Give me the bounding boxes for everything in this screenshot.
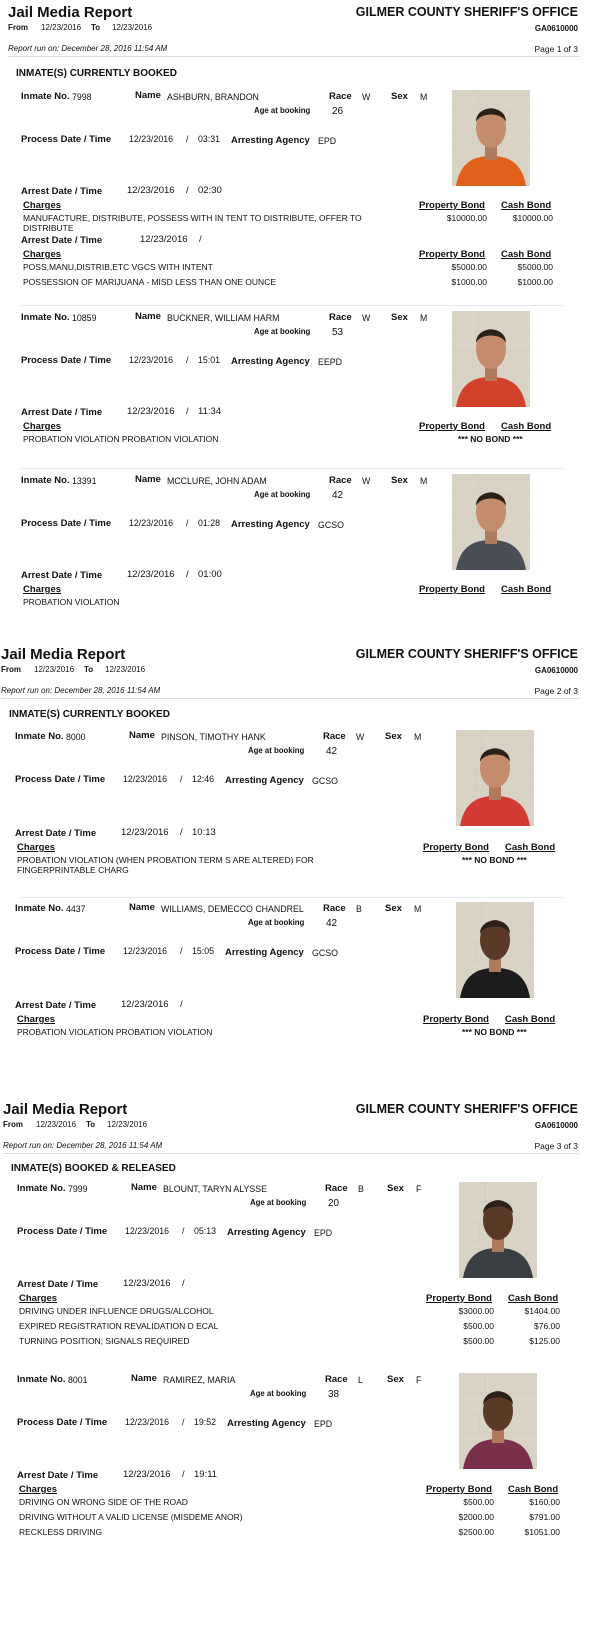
arrest-date-label: Arrest Date / Time	[21, 407, 103, 418]
arrest-date-label: Arrest Date / Time	[17, 1470, 99, 1481]
property-bond-amount: $500.00	[463, 1336, 494, 1346]
arrest-slash: /	[186, 406, 189, 417]
age-label: Age at booking	[250, 1389, 307, 1398]
name-label: Name	[135, 474, 161, 485]
inmate-name: MCCLURE, JOHN ADAM	[167, 476, 267, 486]
inmate-race: B	[358, 1184, 364, 1194]
report-title: Jail Media Report	[3, 1101, 128, 1118]
arrest-date-label: Arrest Date / Time	[15, 828, 97, 839]
office-name: GILMER COUNTY SHERIFF'S OFFICE	[355, 647, 578, 661]
from-date: 12/23/2016	[34, 665, 75, 674]
arrest-slash: /	[180, 827, 183, 838]
arresting-agency-label: Arresting Agency	[227, 1418, 306, 1429]
arrest-date: 12/23/2016	[140, 234, 188, 245]
arrest-date: 12/23/2016	[121, 827, 169, 838]
inmate-sex: M	[420, 313, 428, 323]
to-label: To	[91, 23, 101, 32]
cash-bond-header: Cash Bond	[505, 842, 556, 853]
age-label: Age at booking	[254, 106, 311, 115]
section-heading: INMATE(S) CURRENTLY BOOKED	[16, 68, 177, 79]
property-bond-header: Property Bond	[419, 200, 485, 211]
cash-bond-header: Cash Bond	[508, 1484, 559, 1495]
inmate-name: WILLIAMS, DEMECCO CHANDREL	[161, 904, 304, 914]
from-date: 12/23/2016	[36, 1120, 77, 1129]
to-date: 12/23/2016	[107, 1120, 148, 1129]
process-date: 12/23/2016	[129, 134, 174, 144]
property-bond-amount: $5000.00	[451, 262, 487, 272]
charge-description: PROBATION VIOLATION (WHEN PROBATION TERM S ARE ALTERED) FOR FINGERPRINTABLE CHARG	[17, 855, 314, 875]
inmate-number: 13391	[72, 476, 97, 486]
process-date-label: Process Date / Time	[21, 518, 112, 529]
sex-label: Sex	[387, 1183, 404, 1194]
no-bond-notice: *** NO BOND ***	[458, 434, 523, 444]
process-slash: /	[182, 1417, 185, 1427]
inmate-number-label: Inmate No.	[21, 91, 70, 102]
sex-label: Sex	[391, 91, 408, 102]
name-label: Name	[129, 902, 155, 913]
charges-header: Charges	[23, 200, 62, 211]
inmate-number-label: Inmate No.	[21, 312, 70, 323]
sex-label: Sex	[385, 731, 402, 742]
charges-header: Charges	[23, 421, 62, 432]
inmate-number-label: Inmate No.	[15, 903, 64, 914]
process-time: 12:46	[192, 774, 215, 784]
race-label: Race	[329, 91, 352, 102]
inmate-race: W	[362, 313, 371, 323]
arresting-agency: GCSO	[318, 520, 344, 530]
process-time: 05:13	[194, 1226, 217, 1236]
process-date: 12/23/2016	[123, 946, 168, 956]
charge-description: TURNING POSITION; SIGNALS REQUIRED	[19, 1336, 190, 1346]
process-slash: /	[180, 774, 183, 784]
process-slash: /	[186, 355, 189, 365]
property-bond-amount: $500.00	[463, 1321, 494, 1331]
charge-description: DRIVING WITHOUT A VALID LICENSE (MISDEME ANOR)	[19, 1512, 243, 1522]
inmate-name: ASHBURN, BRANDON	[167, 92, 259, 102]
name-label: Name	[129, 730, 155, 741]
mugshot-photo	[456, 902, 534, 998]
name-label: Name	[135, 90, 161, 101]
report-run-date: Report run on: December 28, 2016 11:54 AM	[1, 686, 161, 695]
age-label: Age at booking	[250, 1198, 307, 1207]
process-date-label: Process Date / Time	[21, 134, 112, 145]
process-slash: /	[186, 518, 189, 528]
cash-bond-amount: $791.00	[529, 1512, 560, 1522]
inmate-number-label: Inmate No.	[15, 731, 64, 742]
mugshot-photo	[459, 1182, 537, 1278]
inmate-age: 42	[332, 490, 344, 501]
inmate-age: 38	[328, 1389, 340, 1400]
property-bond-amount: $2000.00	[458, 1512, 494, 1522]
property-bond-header: Property Bond	[419, 249, 485, 260]
arrest-time: 11:34	[198, 406, 222, 417]
charges-header: Charges	[19, 1293, 58, 1304]
inmate-number: 10859	[72, 313, 97, 323]
process-time: 01:28	[198, 518, 221, 528]
process-time: 15:05	[192, 946, 215, 956]
inmate-number: 8001	[68, 1375, 88, 1385]
inmate-race: B	[356, 904, 362, 914]
inmate-age: 53	[332, 327, 344, 338]
charge-description: PROBATION VIOLATION PROBATION VIOLATION	[17, 1027, 213, 1037]
arrest-time: 19:11	[194, 1469, 218, 1480]
agency-code: GA0610000	[534, 24, 578, 33]
charge-description: PROBATION VIOLATION PROBATION VIOLATION	[23, 434, 219, 444]
race-label: Race	[329, 475, 352, 486]
header-divider	[3, 1153, 580, 1154]
inmate-number-label: Inmate No.	[17, 1183, 66, 1194]
cash-bond-header: Cash Bond	[508, 1293, 559, 1304]
to-date: 12/23/2016	[105, 665, 146, 674]
cash-bond-header: Cash Bond	[501, 249, 552, 260]
arresting-agency: GCSO	[312, 948, 338, 958]
inmate-race: W	[362, 476, 371, 486]
process-date: 12/23/2016	[125, 1417, 170, 1427]
inmate-name: BUCKNER, WILLIAM HARM	[167, 313, 280, 323]
section-heading: INMATE(S) CURRENTLY BOOKED	[9, 709, 170, 720]
inmate-sex: F	[416, 1375, 422, 1385]
inmate-age: 20	[328, 1198, 340, 1209]
header-divider	[1, 698, 580, 699]
report-title: Jail Media Report	[8, 4, 133, 21]
arrest-time: 02:30	[198, 185, 222, 196]
process-time: 15:01	[198, 355, 221, 365]
process-date-label: Process Date / Time	[17, 1226, 108, 1237]
mugshot-photo	[452, 311, 530, 407]
charges-header: Charges	[23, 249, 62, 260]
arresting-agency-label: Arresting Agency	[225, 775, 304, 786]
report-title: Jail Media Report	[1, 646, 126, 663]
to-date: 12/23/2016	[112, 23, 153, 32]
inmate-divider	[20, 897, 565, 898]
process-date: 12/23/2016	[123, 774, 168, 784]
arresting-agency-label: Arresting Agency	[231, 519, 310, 530]
cash-bond-header: Cash Bond	[501, 200, 552, 211]
inmate-sex: M	[414, 904, 422, 914]
charge-description: DRIVING UNDER INFLUENCE DRUGS/ALCOHOL	[19, 1306, 214, 1316]
sex-label: Sex	[385, 903, 402, 914]
process-date: 12/23/2016	[129, 518, 174, 528]
age-label: Age at booking	[254, 490, 311, 499]
from-label: From	[8, 23, 28, 32]
inmate-number-label: Inmate No.	[21, 475, 70, 486]
cash-bond-header: Cash Bond	[501, 421, 552, 432]
charges-header: Charges	[17, 1014, 56, 1025]
arrest-slash: /	[182, 1278, 185, 1289]
process-slash: /	[186, 134, 189, 144]
age-label: Age at booking	[248, 746, 305, 755]
charge-description: POSS,MANU,DISTRIB,ETC VGCS WITH INTENT	[23, 262, 213, 272]
inmate-age: 42	[326, 918, 338, 929]
race-label: Race	[325, 1183, 348, 1194]
to-label: To	[84, 665, 94, 674]
cash-bond-amount: $125.00	[529, 1336, 560, 1346]
charge-description: MANUFACTURE, DISTRIBUTE, POSSESS WITH IN TENT TO DISTRIBUTE, OFFER TO DISTRIBUTE	[23, 213, 362, 233]
inmate-number: 7998	[72, 92, 92, 102]
process-date-label: Process Date / Time	[17, 1417, 108, 1428]
race-label: Race	[323, 731, 346, 742]
charge-description: RECKLESS DRIVING	[19, 1527, 103, 1537]
sex-label: Sex	[391, 312, 408, 323]
charge-description: EXPIRED REGISTRATION REVALIDATION D ECAL	[19, 1321, 219, 1331]
arrest-date-label: Arrest Date / Time	[15, 1000, 97, 1011]
arresting-agency: GCSO	[312, 776, 338, 786]
process-date-label: Process Date / Time	[15, 946, 106, 957]
inmate-number: 7999	[68, 1184, 88, 1194]
arresting-agency: EEPD	[318, 357, 342, 367]
from-date: 12/23/2016	[41, 23, 82, 32]
charge-description: POSSESSION OF MARIJUANA - MISD LESS THAN ONE OUNCE	[23, 277, 276, 287]
mugshot-photo	[452, 474, 530, 570]
arresting-agency-label: Arresting Agency	[227, 1227, 306, 1238]
property-bond-amount: $3000.00	[458, 1306, 494, 1316]
arrest-date: 12/23/2016	[123, 1469, 171, 1480]
charges-header: Charges	[19, 1484, 58, 1495]
from-label: From	[3, 1120, 23, 1129]
report-run-date: Report run on: December 28, 2016 11:54 AM	[3, 1141, 163, 1150]
charge-description: DRIVING ON WRONG SIDE OF THE ROAD	[19, 1497, 188, 1507]
inmate-name: BLOUNT, TARYN ALYSSE	[163, 1184, 267, 1194]
sex-label: Sex	[391, 475, 408, 486]
arrest-date-label: Arrest Date / Time	[21, 570, 103, 581]
race-label: Race	[323, 903, 346, 914]
process-date-label: Process Date / Time	[15, 774, 106, 785]
cash-bond-amount: $76.00	[534, 1321, 560, 1331]
charges-header: Charges	[17, 842, 56, 853]
cash-bond-amount: $160.00	[529, 1497, 560, 1507]
property-bond-amount: $1000.00	[451, 277, 487, 287]
property-bond-header: Property Bond	[423, 842, 489, 853]
name-label: Name	[131, 1182, 157, 1193]
arrest-slash: /	[182, 1469, 185, 1480]
cash-bond-header: Cash Bond	[501, 584, 552, 595]
inmate-number-label: Inmate No.	[17, 1374, 66, 1385]
inmate-race: W	[362, 92, 371, 102]
process-date-label: Process Date / Time	[21, 355, 112, 366]
inmate-divider	[20, 468, 565, 469]
arrest-slash: /	[199, 234, 202, 245]
property-bond-amount: $10000.00	[446, 213, 487, 223]
inmate-race: W	[356, 732, 365, 742]
arrest-slash: /	[186, 185, 189, 196]
cash-bond-amount: $1000.00	[517, 277, 553, 287]
process-date: 12/23/2016	[129, 355, 174, 365]
inmate-sex: M	[414, 732, 422, 742]
page-number: Page 2 of 3	[534, 686, 578, 696]
arrest-date-label: Arrest Date / Time	[21, 235, 103, 246]
arrest-date-label: Arrest Date / Time	[17, 1279, 99, 1290]
mugshot-photo	[452, 90, 530, 186]
arrest-date: 12/23/2016	[127, 185, 175, 196]
arrest-date: 12/23/2016	[123, 1278, 171, 1289]
inmate-sex: M	[420, 92, 428, 102]
inmate-race: L	[358, 1375, 363, 1385]
inmate-divider	[20, 305, 565, 306]
property-bond-header: Property Bond	[423, 1014, 489, 1025]
section-heading: INMATE(S) BOOKED & RELEASED	[11, 1163, 176, 1174]
property-bond-amount: $500.00	[463, 1497, 494, 1507]
inmate-sex: F	[416, 1184, 422, 1194]
process-time: 03:31	[198, 134, 221, 144]
arrest-time: 01:00	[198, 569, 222, 580]
property-bond-header: Property Bond	[426, 1293, 492, 1304]
to-label: To	[86, 1120, 96, 1129]
process-slash: /	[182, 1226, 185, 1236]
arrest-date: 12/23/2016	[127, 406, 175, 417]
inmate-number: 8000	[66, 732, 86, 742]
charges-header: Charges	[23, 584, 62, 595]
property-bond-header: Property Bond	[426, 1484, 492, 1495]
inmate-number: 4437	[66, 904, 86, 914]
no-bond-notice: *** NO BOND ***	[462, 855, 527, 865]
age-label: Age at booking	[254, 327, 311, 336]
arrest-date-label: Arrest Date / Time	[21, 186, 103, 197]
charge-description: PROBATION VIOLATION	[23, 597, 120, 607]
arresting-agency: EPD	[318, 136, 337, 146]
cash-bond-amount: $1051.00	[524, 1527, 560, 1537]
property-bond-amount: $2500.00	[458, 1527, 494, 1537]
agency-code: GA0610000	[534, 1121, 578, 1130]
arrest-date: 12/23/2016	[121, 999, 169, 1010]
mugshot-photo	[456, 730, 534, 826]
inmate-name: RAMIREZ, MARIA	[163, 1375, 236, 1385]
no-bond-notice: *** NO BOND ***	[462, 1027, 527, 1037]
cash-bond-amount: $5000.00	[517, 262, 553, 272]
arrest-date: 12/23/2016	[127, 569, 175, 580]
inmate-age: 26	[332, 106, 344, 117]
property-bond-header: Property Bond	[419, 421, 485, 432]
name-label: Name	[131, 1373, 157, 1384]
inmate-sex: M	[420, 476, 428, 486]
arresting-agency-label: Arresting Agency	[225, 947, 304, 958]
arrest-slash: /	[186, 569, 189, 580]
age-label: Age at booking	[248, 918, 305, 927]
arrest-time: 10:13	[192, 827, 216, 838]
inmate-age: 42	[326, 746, 338, 757]
process-date: 12/23/2016	[125, 1226, 170, 1236]
cash-bond-amount: $10000.00	[512, 213, 553, 223]
property-bond-header: Property Bond	[419, 584, 485, 595]
mugshot-photo	[459, 1373, 537, 1469]
page-number: Page 1 of 3	[534, 44, 578, 54]
arresting-agency: EPD	[314, 1228, 333, 1238]
page-number: Page 3 of 3	[534, 1141, 578, 1151]
process-slash: /	[180, 946, 183, 956]
header-divider	[8, 56, 580, 57]
cash-bond-header: Cash Bond	[505, 1014, 556, 1025]
from-label: From	[1, 665, 21, 674]
office-name: GILMER COUNTY SHERIFF'S OFFICE	[355, 1102, 578, 1116]
name-label: Name	[135, 311, 161, 322]
arrest-slash: /	[180, 999, 183, 1010]
race-label: Race	[325, 1374, 348, 1385]
agency-code: GA0610000	[534, 666, 578, 675]
cash-bond-amount: $1404.00	[524, 1306, 560, 1316]
arresting-agency-label: Arresting Agency	[231, 135, 310, 146]
inmate-name: PINSON, TIMOTHY HANK	[161, 732, 266, 742]
report-run-date: Report run on: December 28, 2016 11:54 AM	[8, 44, 168, 53]
arresting-agency: EPD	[314, 1419, 333, 1429]
sex-label: Sex	[387, 1374, 404, 1385]
arresting-agency-label: Arresting Agency	[231, 356, 310, 367]
office-name: GILMER COUNTY SHERIFF'S OFFICE	[355, 5, 578, 19]
process-time: 19:52	[194, 1417, 217, 1427]
race-label: Race	[329, 312, 352, 323]
